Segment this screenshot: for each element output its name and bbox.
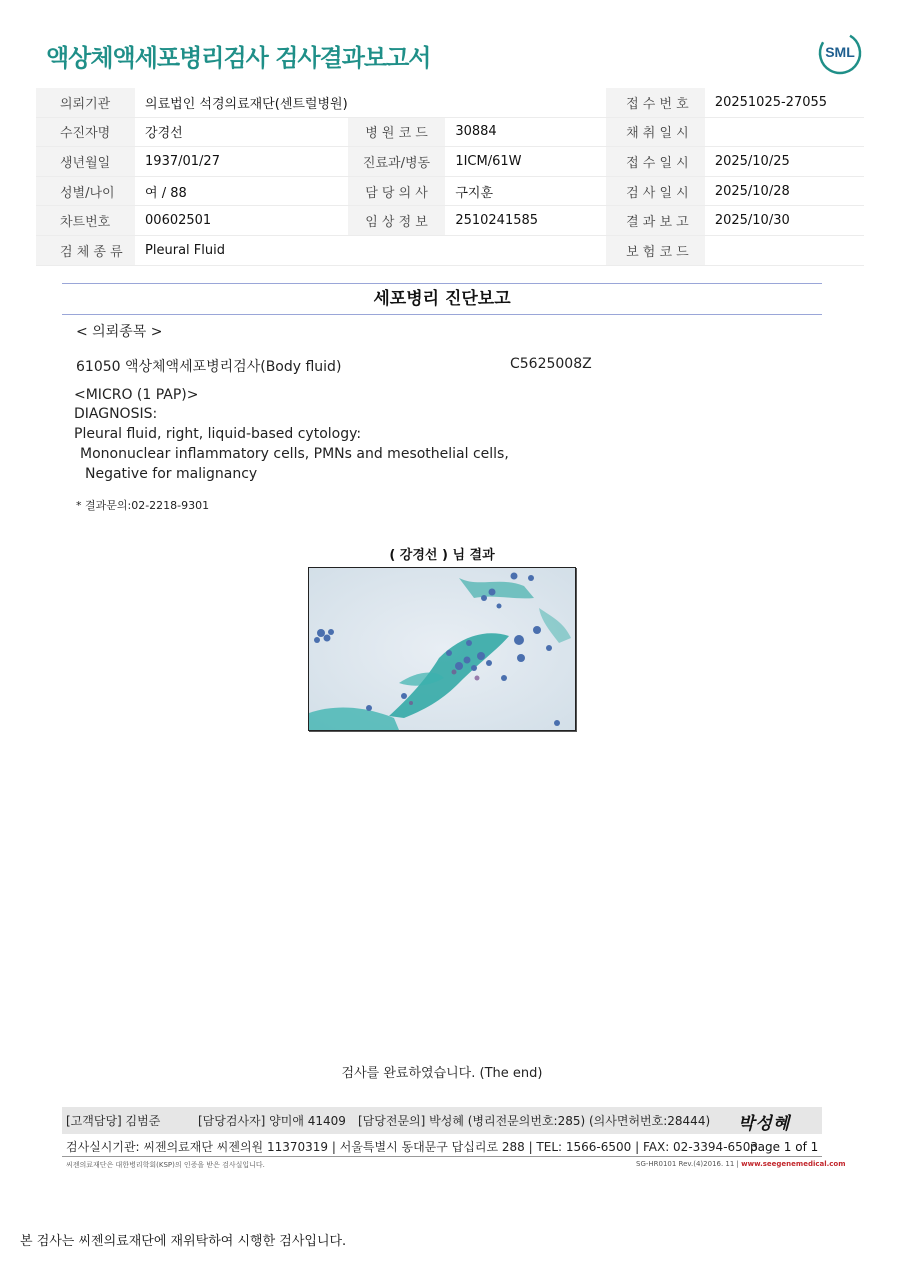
customer-contact: [고객담당] 김범준 [66,1114,161,1128]
document-title: 액상체액세포병리검사 검사결과보고서 [46,44,431,72]
info-value: 강경선 [135,117,348,147]
request-heading: < 의뢰종목 > [76,324,163,340]
certification-note: 씨젠의료재단은 대한병리학회(KSP)의 인증을 받은 검사실입니다. [66,1161,265,1169]
info-label: 의뢰기관 [36,88,135,117]
patient-info-table [36,88,864,266]
info-label: 접 수 일 시 [606,147,705,177]
sml-logo [817,30,863,76]
test-code-2: C5625008Z [510,356,592,372]
info-label: 담 당 의 사 [348,176,446,206]
test-code-name: 61050 액상체액세포병리검사(Body fluid) [76,359,342,375]
micro-label: <MICRO (1 PAP)> [74,387,199,403]
info-label: 보 험 코 드 [606,235,705,265]
info-label [348,235,446,265]
info-value: 1937/01/27 [135,147,348,177]
info-label: 차트번호 [36,206,135,236]
info-label: 검 체 종 류 [36,235,135,265]
section-title: 세포병리 진단보고 [373,289,511,309]
info-value: 1ICM/61W [445,147,606,177]
signature: 박성혜 [738,1114,791,1134]
image-caption: ( 강경선 ) 님 결과 [389,548,495,563]
info-value: 30884 [445,117,606,147]
info-row [36,206,864,236]
result-contact: * 결과문의:02-2218-9301 [76,499,210,512]
diagnosis-line-3: Negative for malignancy [85,466,258,482]
info-label: 성별/나이 [36,176,135,206]
end-text: 검사를 완료하였습니다. (The end) [341,1066,543,1081]
info-value: 2510241585 [445,206,606,236]
form-code-line: SG-HR0101 Rev.(4)2016. 11 | www.seegenemedical.com [636,1160,846,1168]
info-value: 2025/10/25 [705,147,864,177]
info-value [445,88,606,117]
info-value: Pleural Fluid [135,235,348,265]
info-value: 2025/10/30 [705,206,864,236]
info-label: 결 과 보 고 [606,206,705,236]
info-value [705,117,864,147]
technician: [담당검사자] 양미애 41409 [198,1114,346,1128]
info-value: 여 / 88 [135,176,348,206]
info-label: 수진자명 [36,117,135,147]
info-value: 20251025-27055 [705,88,864,117]
outsourcing-note: 본 검사는 씨젠의료재단에 재위탁하여 시행한 검사입니다. [20,1234,347,1249]
info-value: 00602501 [135,206,348,236]
info-value [705,235,864,265]
info-label: 검 사 일 시 [606,176,705,206]
info-value [445,235,606,265]
diagnosis-label: DIAGNOSIS: [74,406,158,422]
footer-staff-bar [62,1107,822,1134]
info-label: 접 수 번 호 [606,88,705,117]
page-number: page 1 of 1 [750,1140,819,1154]
footer-rule [62,1156,822,1157]
institution-info: 검사실시기관: 씨젠의료재단 씨젠의원 11370319 | 서울특별시 동대문구 답십리로 288 | TEL: 1566-6500 | FAX: 02-3394-6503 [66,1140,759,1154]
cytology-image [308,567,576,731]
info-value: 2025/10/28 [705,176,864,206]
info-label: 채 취 일 시 [606,117,705,147]
info-label: 임 상 정 보 [348,206,446,236]
info-value: 구지훈 [445,176,606,206]
info-label: 생년월일 [36,147,135,177]
info-label: 진료과/병동 [348,147,446,177]
section-rule-bottom [62,314,822,315]
info-label: 병 원 코 드 [348,117,446,147]
diagnosis-line-2: Mononuclear inflammatory cells, PMNs and mesothelial cells, [80,446,509,462]
info-value: 의료법인 석경의료재단(센트럴병원) [135,88,348,117]
logo-text: SML [825,44,855,60]
info-label [348,88,446,117]
form-code: SG-HR0101 Rev.(4)2016. 11 [636,1160,735,1168]
diagnosis-line-1: Pleural fluid, right, liquid-based cytology: [74,426,362,442]
website-link[interactable]: www.seegenemedical.com [741,1160,846,1168]
info-row [36,88,864,117]
pathologist: [담당전문의] 박성혜 (병리전문의번호:285) (의사면허번호:28444) [358,1114,711,1128]
info-row [36,147,864,177]
info-row [36,117,864,147]
info-row [36,176,864,206]
info-row [36,235,864,265]
